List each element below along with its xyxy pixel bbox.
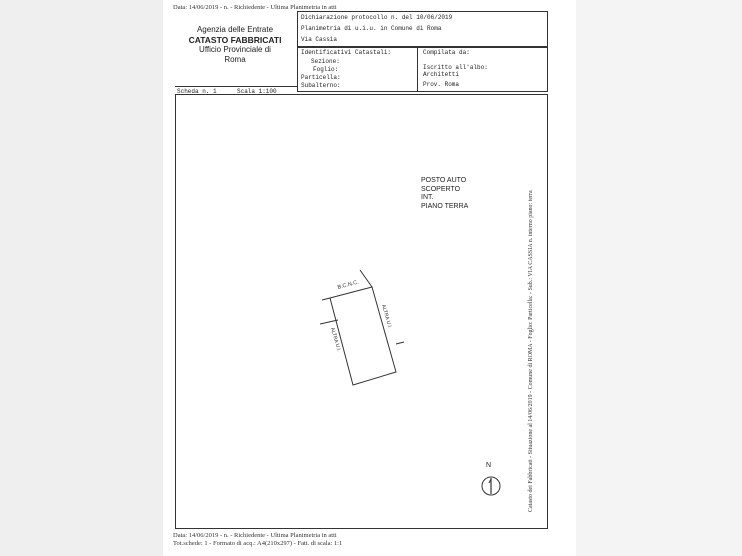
prov-label: Prov. Roma bbox=[423, 81, 460, 88]
dimension-tick bbox=[360, 270, 372, 287]
parking-space-outline bbox=[330, 287, 396, 385]
compilata-label: Compilata da: bbox=[423, 49, 470, 56]
subalterno-label: Subalterno: bbox=[301, 82, 341, 89]
header-top-line: Data: 14/06/2019 - n. - Richiedente - Ultima Planimetria in atti bbox=[173, 4, 337, 11]
planimetria-text: Planimetria di u.i.u. in Comune di Roma bbox=[301, 25, 442, 32]
sezione-label: Sezione: bbox=[311, 58, 340, 65]
agency-name: Agenzia delle Entrate bbox=[196, 25, 274, 34]
scheda-label: Scheda n. 1 bbox=[177, 88, 217, 95]
agency-header bbox=[180, 25, 290, 65]
adjacent-unit-label-2: ALTRA U.I. bbox=[329, 326, 342, 353]
room-label bbox=[421, 177, 468, 211]
box-divider bbox=[417, 46, 418, 91]
catasto-title: CATASTO FABBRICATI bbox=[188, 35, 282, 45]
dimension-tick bbox=[320, 320, 338, 324]
room-label-line-3: INT. bbox=[421, 194, 434, 201]
city-label: Roma bbox=[224, 55, 246, 64]
albo-value: Architetti bbox=[423, 71, 460, 78]
scala-label: Scala 1:100 bbox=[237, 88, 277, 95]
room-label-line-4: PIANO TERRA bbox=[421, 202, 469, 210]
side-vertical-text: Catasto dei Fabbricati - Situazione al 14/06/2019 - Comune di ROMA - Foglio: Particella: - Sub.: VIA CASSIA n. interno piano: terra bbox=[528, 190, 534, 512]
foglio-label: Foglio: bbox=[313, 66, 339, 73]
particella-label: Particella: bbox=[301, 74, 341, 81]
iscritto-label: Iscritto all'albo: bbox=[423, 64, 488, 71]
bcnc-label: B.C.N.C. bbox=[336, 279, 360, 291]
room-label-line-1: POSTO AUTO bbox=[421, 177, 467, 184]
footer-line-1: Data: 14/06/2019 - n. - Richiedente - Ultima Planimetria in atti bbox=[173, 532, 337, 539]
identificativi-label: Identificativi Catastali: bbox=[301, 49, 392, 56]
dichiarazione-text: Dichiarazione protocollo n. del 10/06/2019 bbox=[301, 14, 453, 21]
ufficio-label: Ufficio Provinciale di bbox=[199, 45, 271, 54]
dimension-tick bbox=[322, 298, 330, 300]
scheda-line-top bbox=[175, 86, 297, 87]
via-text: Via Cassia bbox=[301, 36, 338, 43]
dimension-tick bbox=[396, 342, 404, 344]
page-margin bbox=[576, 0, 742, 556]
north-arrow-icon bbox=[480, 475, 502, 497]
adjacent-unit-label-1: ALTRA U.I. bbox=[380, 303, 393, 330]
floor-plan bbox=[300, 260, 420, 400]
footer-line-2: Tot.schede: 1 - Formato di acq.: A4(210x297) - Fatt. di scala: 1:1 bbox=[173, 540, 343, 547]
room-label-line-2: SCOPERTO bbox=[421, 185, 461, 193]
north-label: N bbox=[486, 462, 492, 469]
